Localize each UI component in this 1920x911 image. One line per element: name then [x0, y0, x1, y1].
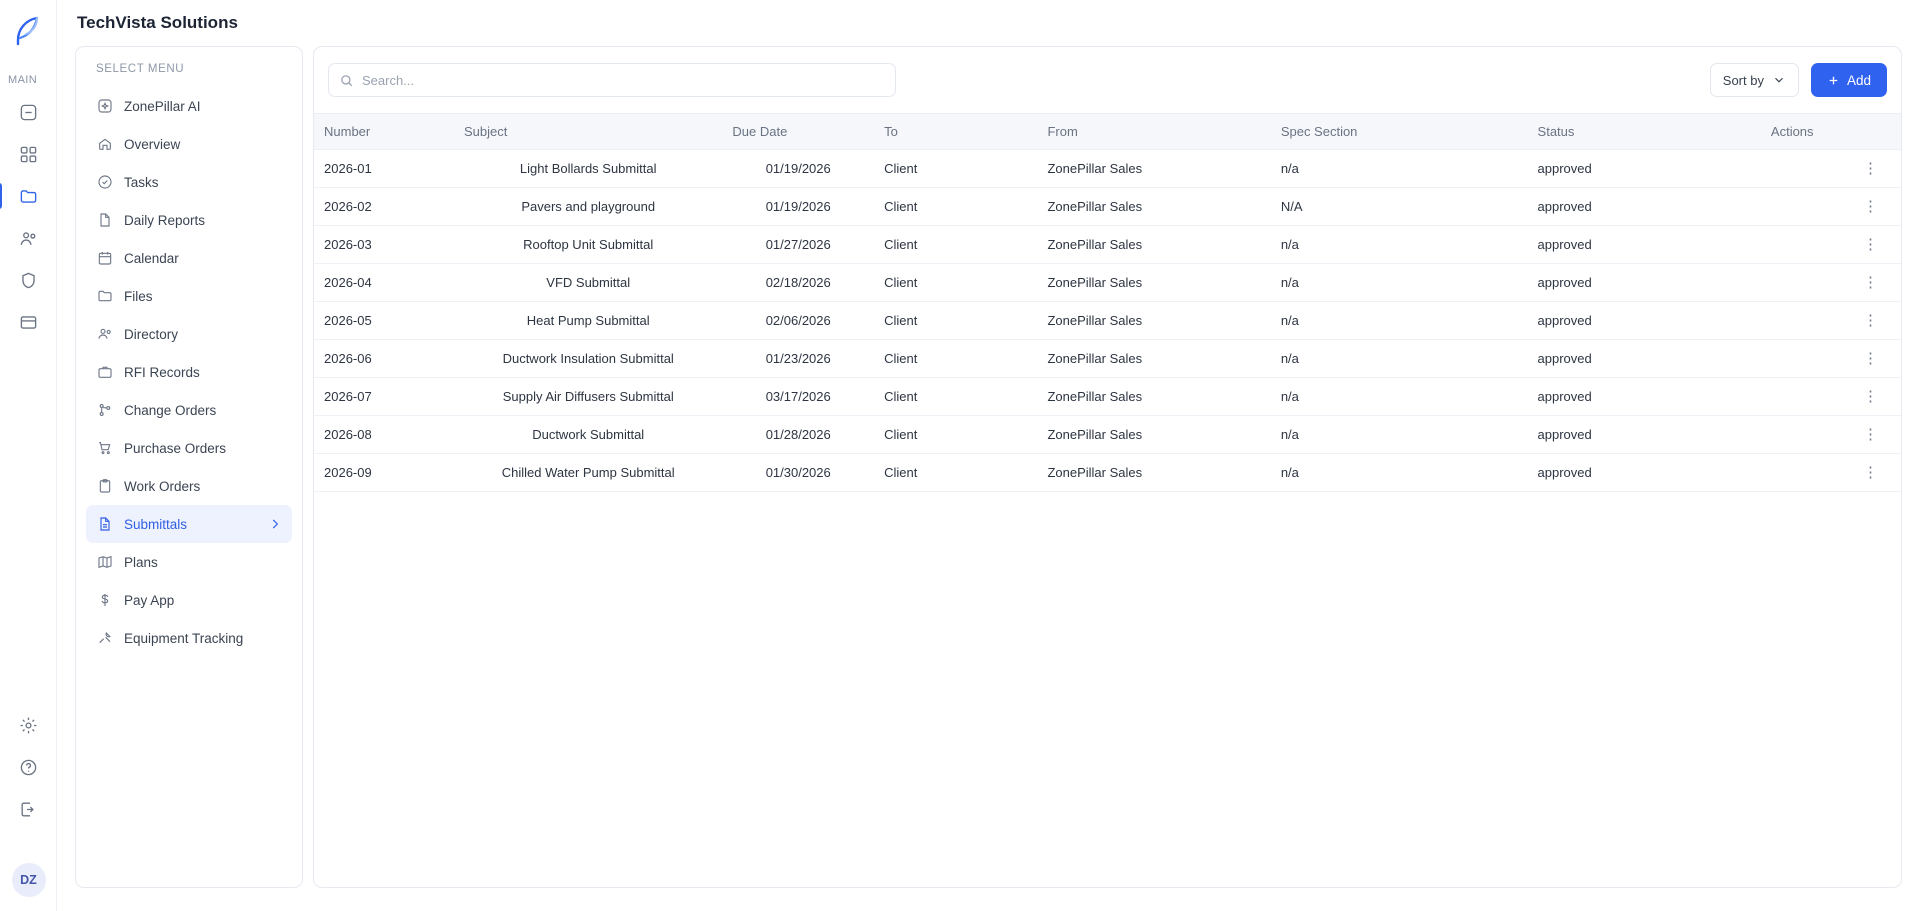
cell-spec-section: n/a [1271, 150, 1528, 188]
gear-icon[interactable] [7, 707, 51, 743]
sidebar-item-label: Work Orders [124, 478, 201, 494]
kebab-menu-icon[interactable]: ⋮ [1863, 198, 1879, 215]
sidebar-item-label: Overview [124, 136, 181, 152]
status-badge: approved [1528, 454, 1761, 492]
sidebar-item-rfi-records[interactable] [86, 353, 292, 391]
table-row[interactable] [314, 226, 1901, 264]
cell-to: Client [874, 454, 1037, 492]
column-header-to[interactable]: To [874, 114, 1037, 150]
cell-spec-section: n/a [1271, 454, 1528, 492]
submittals-table [314, 113, 1901, 492]
kebab-menu-icon[interactable]: ⋮ [1863, 236, 1879, 253]
kebab-menu-icon[interactable]: ⋮ [1863, 388, 1879, 405]
rail-item-dashboard[interactable] [6, 136, 50, 172]
table-body [314, 150, 1901, 492]
table-row[interactable] [314, 416, 1901, 454]
sidebar-item-label: ZonePillar AI [124, 98, 201, 114]
sidebar-item-tasks[interactable] [86, 163, 292, 201]
kebab-menu-icon[interactable]: ⋮ [1863, 464, 1879, 481]
sidebar-item-pay-app[interactable] [86, 581, 292, 619]
help-circle-icon[interactable] [7, 749, 51, 785]
cell-subject: Rooftop Unit Submittal [454, 226, 722, 264]
cell-number: 2026-09 [314, 454, 454, 492]
cell-spec-section: n/a [1271, 226, 1528, 264]
cell-due-date: 01/19/2026 [722, 188, 874, 226]
cell-to: Client [874, 416, 1037, 454]
toolbar-actions [1710, 63, 1887, 97]
cell-from: ZonePillar Sales [1037, 188, 1270, 226]
cell-from: ZonePillar Sales [1037, 340, 1270, 378]
cell-due-date: 01/30/2026 [722, 454, 874, 492]
cell-to: Client [874, 302, 1037, 340]
cell-subject: Ductwork Submittal [454, 416, 722, 454]
column-header-from[interactable]: From [1037, 114, 1270, 150]
sort-by-label: Sort by [1722, 72, 1764, 88]
cell-number: 2026-08 [314, 416, 454, 454]
sidebar-item-label: Change Orders [124, 402, 217, 418]
body-area [57, 46, 1920, 911]
cell-number: 2026-05 [314, 302, 454, 340]
sidebar-item-label: Daily Reports [124, 212, 206, 228]
document-icon [96, 212, 113, 229]
sidebar-item-label: Directory [124, 326, 179, 342]
kebab-menu-icon[interactable]: ⋮ [1863, 426, 1879, 443]
cell-to: Client [874, 188, 1037, 226]
sidebar-item-files[interactable] [86, 277, 292, 315]
column-header-actions: Actions [1761, 114, 1901, 150]
cell-spec-section: N/A [1271, 188, 1528, 226]
search-box[interactable] [328, 63, 896, 97]
feather-logo-icon [13, 14, 43, 48]
table-row[interactable] [314, 302, 1901, 340]
sidebar-item-change-orders[interactable] [86, 391, 292, 429]
status-badge: approved [1528, 226, 1761, 264]
sidebar-item-label: Pay App [124, 592, 175, 608]
sidebar-item-label: Tasks [124, 174, 159, 190]
cell-due-date: 01/23/2026 [722, 340, 874, 378]
sidebar-item-daily-reports[interactable] [86, 201, 292, 239]
cell-to: Client [874, 264, 1037, 302]
sidebar-item-calendar[interactable] [86, 239, 292, 277]
cell-from: ZonePillar Sales [1037, 416, 1270, 454]
cell-number: 2026-02 [314, 188, 454, 226]
cell-from: ZonePillar Sales [1037, 226, 1270, 264]
cell-to: Client [874, 340, 1037, 378]
table-row[interactable] [314, 378, 1901, 416]
search-icon [339, 73, 354, 88]
cell-spec-section: n/a [1271, 264, 1528, 302]
column-header-status[interactable]: Status [1528, 114, 1761, 150]
add-button-label: Add [1846, 72, 1871, 88]
content-toolbar [314, 47, 1901, 113]
logout-icon[interactable] [7, 791, 51, 827]
rail-item-archive[interactable] [6, 304, 50, 340]
sidebar-item-plans[interactable] [86, 543, 292, 581]
cell-due-date: 02/06/2026 [722, 302, 874, 340]
cell-from: ZonePillar Sales [1037, 150, 1270, 188]
cell-from: ZonePillar Sales [1037, 378, 1270, 416]
rail-section-label: MAIN [8, 74, 38, 86]
dollar-icon [96, 592, 113, 609]
chevron-down-icon [1772, 73, 1786, 87]
sidebar-item-label: Equipment Tracking [124, 630, 244, 646]
cart-icon [96, 440, 113, 457]
calendar-icon [96, 250, 113, 267]
map-icon [96, 554, 113, 571]
kebab-menu-icon[interactable]: ⋮ [1863, 350, 1879, 367]
table-header-row [314, 114, 1901, 150]
cell-from: ZonePillar Sales [1037, 264, 1270, 302]
status-badge: approved [1528, 340, 1761, 378]
sidebar-item-work-orders[interactable] [86, 467, 292, 505]
cell-due-date: 02/18/2026 [722, 264, 874, 302]
table-row[interactable] [314, 264, 1901, 302]
cell-spec-section: n/a [1271, 416, 1528, 454]
sidebar-item-equipment-tracking[interactable] [86, 619, 292, 657]
sidebar-item-directory[interactable] [86, 315, 292, 353]
table-row[interactable] [314, 340, 1901, 378]
cell-subject: Chilled Water Pump Submittal [454, 454, 722, 492]
column-header-due-date[interactable]: Due Date [722, 114, 874, 150]
sidebar-item-submittals[interactable] [86, 505, 292, 543]
add-button[interactable] [1811, 63, 1887, 97]
cell-to: Client [874, 378, 1037, 416]
cell-number: 2026-04 [314, 264, 454, 302]
chevron-right-icon [268, 517, 282, 531]
submittals-panel [313, 46, 1902, 888]
cell-subject: VFD Submittal [454, 264, 722, 302]
cell-number: 2026-07 [314, 378, 454, 416]
status-badge: approved [1528, 302, 1761, 340]
sidebar-item-label: Files [124, 288, 153, 304]
top-bar [57, 0, 1920, 46]
sidebar [75, 46, 303, 888]
main-column [57, 0, 1920, 911]
icon-rail [0, 0, 57, 911]
status-badge: approved [1528, 150, 1761, 188]
check-circle-icon [96, 174, 113, 191]
cell-due-date: 01/28/2026 [722, 416, 874, 454]
plus-icon [1827, 74, 1840, 87]
cell-to: Client [874, 150, 1037, 188]
sidebar-item-overview[interactable] [86, 125, 292, 163]
cell-from: ZonePillar Sales [1037, 302, 1270, 340]
cell-due-date: 01/19/2026 [722, 150, 874, 188]
home-icon [96, 136, 113, 153]
avatar[interactable]: DZ [12, 863, 46, 897]
cell-due-date: 03/17/2026 [722, 378, 874, 416]
status-badge: approved [1528, 416, 1761, 454]
sort-by-dropdown[interactable] [1710, 63, 1799, 97]
cell-number: 2026-06 [314, 340, 454, 378]
clipboard-icon [96, 478, 113, 495]
git-branch-icon [96, 402, 113, 419]
sidebar-item-label: Plans [124, 554, 158, 570]
table-row[interactable] [314, 150, 1901, 188]
sidebar-title: SELECT MENU [96, 63, 185, 75]
briefcase-icon [96, 364, 113, 381]
search-input[interactable] [362, 73, 885, 88]
cell-number: 2026-03 [314, 226, 454, 264]
page-title: TechVista Solutions [77, 13, 238, 32]
cell-subject: Pavers and playground [454, 188, 722, 226]
folder-open-icon [96, 288, 113, 305]
cell-number: 2026-01 [314, 150, 454, 188]
column-header-spec-section[interactable]: Spec Section [1271, 114, 1528, 150]
status-badge: approved [1528, 378, 1761, 416]
sidebar-item-label: Purchase Orders [124, 440, 227, 456]
kebab-menu-icon[interactable]: ⋮ [1863, 160, 1879, 177]
kebab-menu-icon[interactable]: ⋮ [1863, 312, 1879, 329]
status-badge: approved [1528, 188, 1761, 226]
cell-subject: Supply Air Diffusers Submittal [454, 378, 722, 416]
table-row[interactable] [314, 188, 1901, 226]
cell-from: ZonePillar Sales [1037, 454, 1270, 492]
file-text-icon [96, 516, 113, 533]
people-icon [96, 326, 113, 343]
cell-due-date: 01/27/2026 [722, 226, 874, 264]
sidebar-item-label: Submittals [124, 516, 188, 532]
table-row[interactable] [314, 454, 1901, 492]
sidebar-item-purchase-orders[interactable] [86, 429, 292, 467]
cell-spec-section: n/a [1271, 378, 1528, 416]
tools-icon [96, 630, 113, 647]
column-header-number[interactable]: Number [314, 114, 454, 150]
status-badge: approved [1528, 264, 1761, 302]
cell-subject: Light Bollards Submittal [454, 150, 722, 188]
rail-item-security[interactable] [6, 262, 50, 298]
column-header-subject[interactable]: Subject [454, 114, 722, 150]
cell-subject: Ductwork Insulation Submittal [454, 340, 722, 378]
sidebar-item-label: RFI Records [124, 364, 200, 380]
sparkle-box-icon [96, 98, 113, 115]
sidebar-item-label: Calendar [124, 250, 179, 266]
table-header [314, 114, 1901, 150]
table-scroll-area [314, 113, 1901, 887]
rail-bottom-group [0, 707, 57, 897]
cell-subject: Heat Pump Submittal [454, 302, 722, 340]
cell-spec-section: n/a [1271, 340, 1528, 378]
rail-item-people[interactable] [6, 220, 50, 256]
cell-to: Client [874, 226, 1037, 264]
cell-spec-section: n/a [1271, 302, 1528, 340]
sidebar-item-zonepillar-ai[interactable] [86, 87, 292, 125]
kebab-menu-icon[interactable]: ⋮ [1863, 274, 1879, 291]
rail-item-projects[interactable] [6, 178, 50, 214]
rail-item-layers[interactable] [6, 94, 50, 130]
